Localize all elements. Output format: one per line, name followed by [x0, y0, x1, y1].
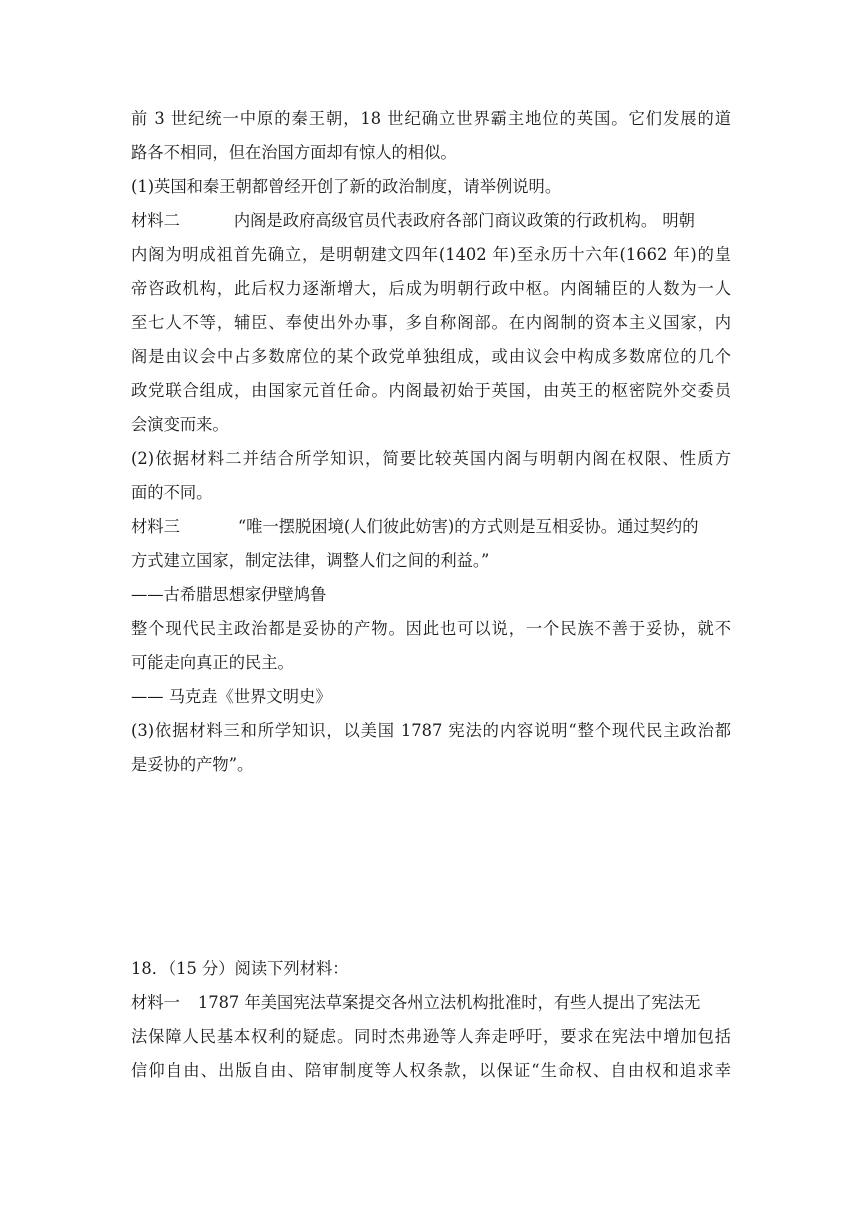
text-line: 是妥协的产物”。	[131, 755, 254, 774]
text-line: 政党联合组成，由国家元首任命。内阁最初始于英国，由英王的枢密院外交委员	[131, 381, 731, 400]
text-line: 路各不相同，但在治国方面却有惊人的相似。	[131, 143, 457, 162]
text-line: 可能走向真正的民主。	[131, 653, 294, 672]
question-1: (1)英国和秦王朝都曾经开创了新的政治制度，请举例说明。	[131, 177, 562, 196]
material-label: 材料一	[131, 993, 180, 1012]
text-line: 法保障人民基本权利的疑虑。同时杰弗逊等人奔走呼吁，要求在宪法中增加包括	[131, 1027, 731, 1046]
material-3-paragraph	[131, 516, 731, 538]
question-3: (3)依据材料三和所学知识，以美国 1787 宪法的内容说明“整个现代民主政治都	[131, 721, 731, 740]
text-line: 会演变而来。	[131, 415, 229, 434]
text-line: 至七人不等，辅臣、奉使出外办事，多自称阁部。在内阁制的资本主义国家，内	[131, 313, 731, 332]
material-text: 1787 年美国宪法草案提交各州立法机构批准时，有些人提出了宪法无	[197, 993, 701, 1012]
text-line: 帝咨政机构，此后权力逐渐增大，后成为明朝行政中枢。内阁辅臣的人数为一人	[131, 279, 731, 298]
material-label: 材料二	[131, 211, 180, 230]
question-2: (2)依据材料二并结合所学知识，简要比较英国内阁与明朝内阁在权限、性质方	[131, 449, 731, 468]
material-text: 内阁是政府高级官员代表政府各部门商议政策的行政机构。 明朝	[233, 211, 695, 230]
text-line: 前 3 世纪统一中原的秦王朝，18 世纪确立世界霸主地位的英国。它们发展的道	[131, 109, 731, 128]
text-line: 信仰自由、出版自由、陪审制度等人权条款，以保证“生命权、自由权和追求幸	[131, 1061, 731, 1080]
text-line: 面的不同。	[131, 483, 213, 502]
text-line: 内阁为明成祖首先确立，是明朝建文四年(1402 年)至永历十六年(1662 年)的皇	[131, 245, 731, 264]
text-line: 阁是由议会中占多数席位的某个政党单独组成，或由议会中构成多数席位的几个	[131, 347, 731, 366]
material-label: 材料三	[131, 517, 180, 536]
question-18-heading: 18．（15 分）阅读下列材料：	[131, 959, 349, 978]
material-text: “唯一摆脱困境(人们彼此妨害)的方式则是互相妥协。通过契约的	[237, 517, 699, 536]
attribution: ——古希腊思想家伊壁鸠鲁	[131, 585, 327, 604]
material-2-paragraph	[131, 210, 731, 232]
material-1-paragraph	[131, 992, 731, 1014]
attribution: —— 马克垚《世界文明史》	[131, 687, 332, 706]
text-line: 方式建立国家，制定法律，调整人们之间的利益。”	[131, 551, 490, 570]
text-line: 整个现代民主政治都是妥协的产物。因此也可以说，一个民族不善于妥协，就不	[131, 619, 731, 638]
